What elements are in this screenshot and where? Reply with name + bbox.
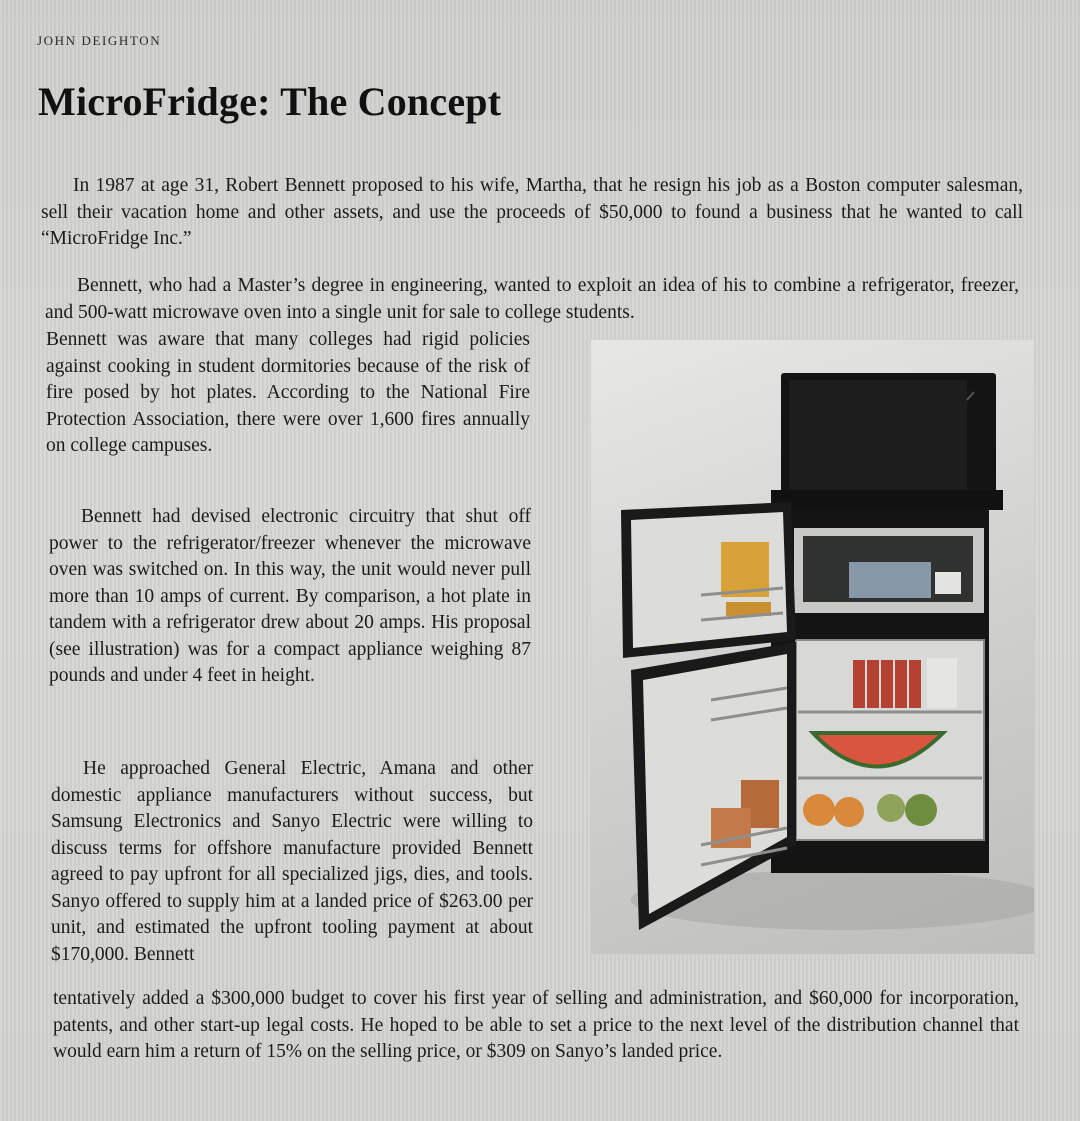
paragraph-fire-risk: Bennett was aware that many colleges had rigid policies against cooking in student dormitories because of the risk of fire posed by hot plates. According to the National Fire Protection Association, there were over 1,600 fires annually on college campuses. bbox=[46, 329, 530, 456]
author-name: JOHN DEIGHTON bbox=[37, 33, 162, 48]
freezer-door-icon bbox=[621, 502, 796, 658]
paragraph-intro: In 1987 at age 31, Robert Bennett proposed to his wife, Martha, that he resign his job as a Boston computer salesman, sell their vacation home and other assets, and use the proceeds of $50,000 to found a business that he wanted to call “MicroFridge Inc.” bbox=[41, 175, 1023, 249]
paragraph-circuitry: Bennett had devised electronic circuitry that shut off power to the refrigerator/freezer whenever the microwave oven was switched on. In this way, the unit would never pull more than 10 amps of current. By comparison, a hot plate in tandem with a refrigerator drew about 20 amps. His proposal (see illustration) was for a compact appliance weighing 87 pounds and under 4 feet in height. bbox=[49, 506, 531, 686]
microwave-icon bbox=[781, 373, 996, 508]
paragraph-idea: Bennett, who had a Master’s degree in engineering, wanted to exploit an idea of his to combine a refrigerator, freezer, and 500-watt microwave oven into a single unit for sale to college students. bbox=[45, 275, 1019, 323]
microfridge-photo bbox=[591, 340, 1034, 954]
refrigerator-icon bbox=[771, 490, 1003, 873]
paragraph-budget: tentatively added a $300,000 budget to cover his first year of selling and administration, and $60,000 for incorporation, patents, and other start-up legal costs. He hoped to be able to set a price to the next level of the distribution channel that would earn him a return of 15% on the selling price, or $309 on Sanyo’s landed price. bbox=[53, 988, 1019, 1062]
paragraph-manufacturers: He approached General Electric, Amana and other domestic appliance manufacturers without success, but Samsung Electronics and Sanyo Electric were willing to discuss terms for offshore manufacture provided Bennett agreed to pay upfront for all specialized jigs, dies, and tools. Sanyo offered to supply him at a landed price of $263.00 per unit, and estimated the upfront tooling payment at about $170,000. Bennett bbox=[51, 758, 533, 965]
case-title: MicroFridge: The Concept bbox=[38, 79, 502, 124]
